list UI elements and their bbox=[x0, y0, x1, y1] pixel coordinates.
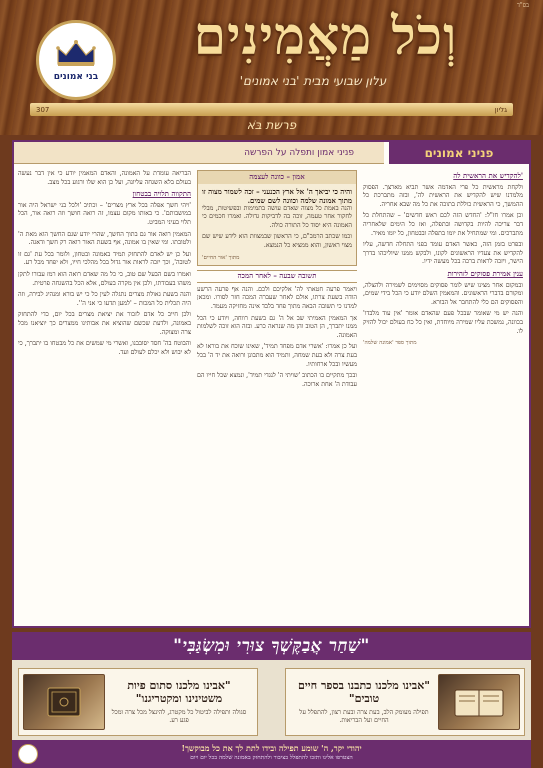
book-icon bbox=[449, 684, 509, 720]
crown-icon bbox=[54, 38, 98, 68]
advertisement bbox=[12, 632, 531, 768]
section-tagline: פניני אמון ותפלה על הפרשה bbox=[14, 142, 384, 164]
article-heading: תשובה שבעה – לאחר המכה bbox=[197, 270, 357, 283]
ad-footer bbox=[12, 740, 531, 768]
masthead-subtitle: עלון שבועי מבית 'בני אמונים' bbox=[239, 74, 387, 88]
box-signature: מתוך 'אור החיים' bbox=[202, 254, 240, 261]
article-heading: ענין אמירת פסוקים לזהירות bbox=[447, 268, 523, 278]
book-icon bbox=[34, 684, 94, 720]
ad-footer-text: הצטרפו אלינו ותזכו להתפלל בציבור ולהתחזק באמונה שלמה בכל יום ויום bbox=[190, 755, 353, 761]
masthead bbox=[0, 0, 543, 135]
ad-panel-left[interactable] bbox=[18, 668, 258, 736]
highlight-box bbox=[197, 170, 357, 266]
box-heading: אמון – כוונה לעצמה bbox=[198, 171, 356, 184]
article-paragraph: והבוטח בה' חסד יסובבנו, ואשרי מי שמשים את כל מבטחו בו יתברך, כי לא יבוש ולא יכלם לעולם ועד. bbox=[18, 340, 191, 356]
article-heading: 'להקדיש את הראשית לה bbox=[453, 171, 523, 180]
article-paragraph: והנה יש מי שאומר שבכל פעם שהאדם אומר 'אין עוד מלבדו' בכוונה, נמשכת עליו שמירה מיוחדת, ואין כל כח בעולם יכול להזיק לו. bbox=[363, 310, 523, 335]
article-paragraph: ולקחת מראשית כל פרי האדמה אשר תביא מארצך. הפסוק מלמדנו שיש להקדיש את הראשית לה', ובזה מתברכת כל ההמשך, כי הראשית כוללת בתוכה את כל מה שבא אחריה. bbox=[363, 183, 523, 208]
masthead-title: וְכֹל מַאֲמִינִים bbox=[193, 6, 458, 67]
column-middle bbox=[197, 170, 357, 620]
article-paragraph: וכן אמרו חז"ל: 'החדש הזה לכם ראש חדשים' – שהתחלת כל דבר צריכה להיות בקדושה ובתפלה, ואז כל הימים שלאחריה מתברכים. ומי שמתחיל את יומו בתפלה ובבטחון, כל יומו מאיר. bbox=[363, 212, 523, 237]
article-paragraph: אך המאמין האמיתי שב אל ה' גם בשעת רווחה, ויודע כי הכל ממנו יתברך, הן הטוב והן מה שנראה כרע. ובזה הוא זוכה לשלמות האמונה. bbox=[197, 314, 357, 339]
box-paragraph: והנה באמת כל מצוה שאדם עושה בתמימות ובפשיטות, מבלי לחקור אחר טעמה, זוכה בה לדביקות גדולה. ואמרו חכמים כי האמונה היא יסוד כל התורה כולה. bbox=[202, 204, 352, 229]
article-heading: התקווה תלויה בבטחון bbox=[132, 189, 191, 199]
column-right bbox=[363, 170, 523, 620]
article-signature: מתוך ספר 'אמונה שלמה' bbox=[363, 340, 417, 347]
box-lead: והיה כי יביאך ה' אל ארץ הכנעני – זכה לשמור מצוה זו מתוך אמונה שלמה וכוונה לשם שמים. bbox=[202, 186, 352, 205]
issue-bar bbox=[30, 103, 513, 116]
ad-panel-right[interactable] bbox=[285, 668, 525, 736]
article-paragraph: המאמין רואה אור גם בתוך החשך, שהרי יודע שגם החשך הוא מאת ה' ולטובתו. ומי שאין בו אמונה, אף בשעת האור רואה רק חשך ודאגה. bbox=[18, 230, 191, 247]
praying-hands-image bbox=[438, 674, 520, 730]
logo bbox=[36, 20, 116, 100]
article-paragraph: ואמרו בשם הבעל שם טוב, כי כל מה שאדם רואה הוא רמז עבורו לתקן משהו בעבודתו, ולכן אין מקרה בעולם, אלא הכל בהשגחה פרטית. bbox=[18, 270, 191, 287]
logo-text: בני אמונים bbox=[53, 72, 99, 82]
article-paragraph: ובכך מתקיים בו הכתוב 'שויתי ה' לנגדי תמיד', ונמצא שכל חייו הם עבודת ה' אחת ארוכה. bbox=[197, 372, 357, 388]
issue-label: גליון bbox=[494, 105, 507, 114]
article-paragraph: ועל כן יש לאדם להתחזק תמיד באמונה ובטחון, ולומר בכל עת 'גם זו לטובה', וכך יזכה לראות אור גדול בכל מהלכי חייו, ולא יפחד מכל רע. bbox=[18, 250, 191, 267]
article-paragraph: ולכן חייב כל אדם לזכור את יציאת מצרים בכל יום, כדי להתחזק באמונה, ולדעת שכשם שהוציא את אבותינו ממצרים כך יוציאנו מכל צרה ומצוקה. bbox=[18, 311, 191, 336]
issue-number: 307 bbox=[36, 105, 50, 114]
ad-title: "אבינו מלכנו כתבנו בספר חיים טובים" bbox=[298, 679, 430, 705]
article-paragraph: 'ויהי חשך אפלה בכל ארץ מצרים' – וכתיב 'ולכל בני ישראל היה אור במושבותם'. כי באותו מקום עצמו, זה רואה חושך וזה רואה אור, הכל תלוי בעיני המביט. bbox=[18, 201, 191, 226]
header-mark: בס"ד bbox=[517, 2, 529, 9]
footer-logo-icon bbox=[18, 744, 38, 764]
article-paragraph: והנה בשעת גאולת מצרים נתגלה לעין כל כי יש בורא ומנהיג לבירה, וזה היה תכלית כל המכות – 'למען תדעו כי אני ה''. bbox=[18, 291, 191, 307]
ad-description: סגולה ותפילה לביטול כל מקטרג, להינצל מכל צרה ומכל פגע רע. bbox=[111, 709, 247, 724]
article-intro: הבריאה עומדת על האמונה, והאדם המאמין יודע כי אין דבר נעשה בעולם בלא השגחה עליונה, ועל כן הוא שלו ורגוע בכל מצב. bbox=[18, 170, 191, 186]
box-paragraph: וכמו שכתב הרמב"ם, כי הראשון שבמצוות הוא לידע שיש שם מצוי ראשון, והוא ממציא כל הנמצא. bbox=[202, 233, 352, 249]
prayer-book-image bbox=[23, 674, 105, 730]
article-paragraph: ועל כן אמרו: 'אשרי אדם מפחד תמיד', שאינו שוכח את בוראו לא בעת צרה ולא בעת שמחה, ותמיד הוא מתבונן ורואה את יד ה' בכל מעשיו ובכל ארחותיו. bbox=[197, 343, 357, 368]
section-banner: פניני אמונים bbox=[389, 142, 529, 164]
column-left bbox=[18, 170, 191, 620]
parasha-title: פרשת בֹּא bbox=[246, 118, 297, 132]
ad-description: תפילה מעומק הלב, בעת צרה ובעת רצון, להתפלל על החיים ועל הבריאות. bbox=[299, 709, 429, 724]
ad-title: "אבינו מלכנו סתום פיות משטינינו ומקטריגנו" bbox=[127, 679, 231, 705]
article-paragraph: ויאמר פרעה חטאתי לה' אלקיכם ולכם. והנה אף פרעה הרשע הודה בשעת צרתו, אולם לאחר שעברה המכה חזר לסורו. ומכאן למדנו כי תשובה הבאה מתוך פחד בלבד אינה מחזיקה מעמד. bbox=[197, 285, 357, 310]
article-paragraph: ובמקום אחר מצינו שיש לומר פסוקים מסוימים לשמירה ולהצלה, ומקורם בדברי הראשונים. והמאמין השלם יודע כי הכל בידי שמים, והפסוקים הם כלי להתחבר אל הבורא. bbox=[363, 281, 523, 306]
article-paragraph: ובפרט בזמן הזה, כאשר האדם עומד בפני התחלה חדשה, עליו להקדיש את צעדיו הראשונים לקונו, ולבקש ממנו שיוליכהו בדרך הישר, ויזכה לראות ברכה בכל מעשה ידיו. bbox=[363, 241, 523, 266]
main-content bbox=[12, 140, 531, 628]
ad-footer-headline: יהודי יקר, ה' שומע תפילה ובידו לתת לך את כל מבוקשך! bbox=[181, 743, 362, 753]
ad-banner: "שַׁחַר אֲבַקֶּשְׁךָ צוּרִי וּמִשְׂגַּבִּי" bbox=[12, 632, 531, 660]
